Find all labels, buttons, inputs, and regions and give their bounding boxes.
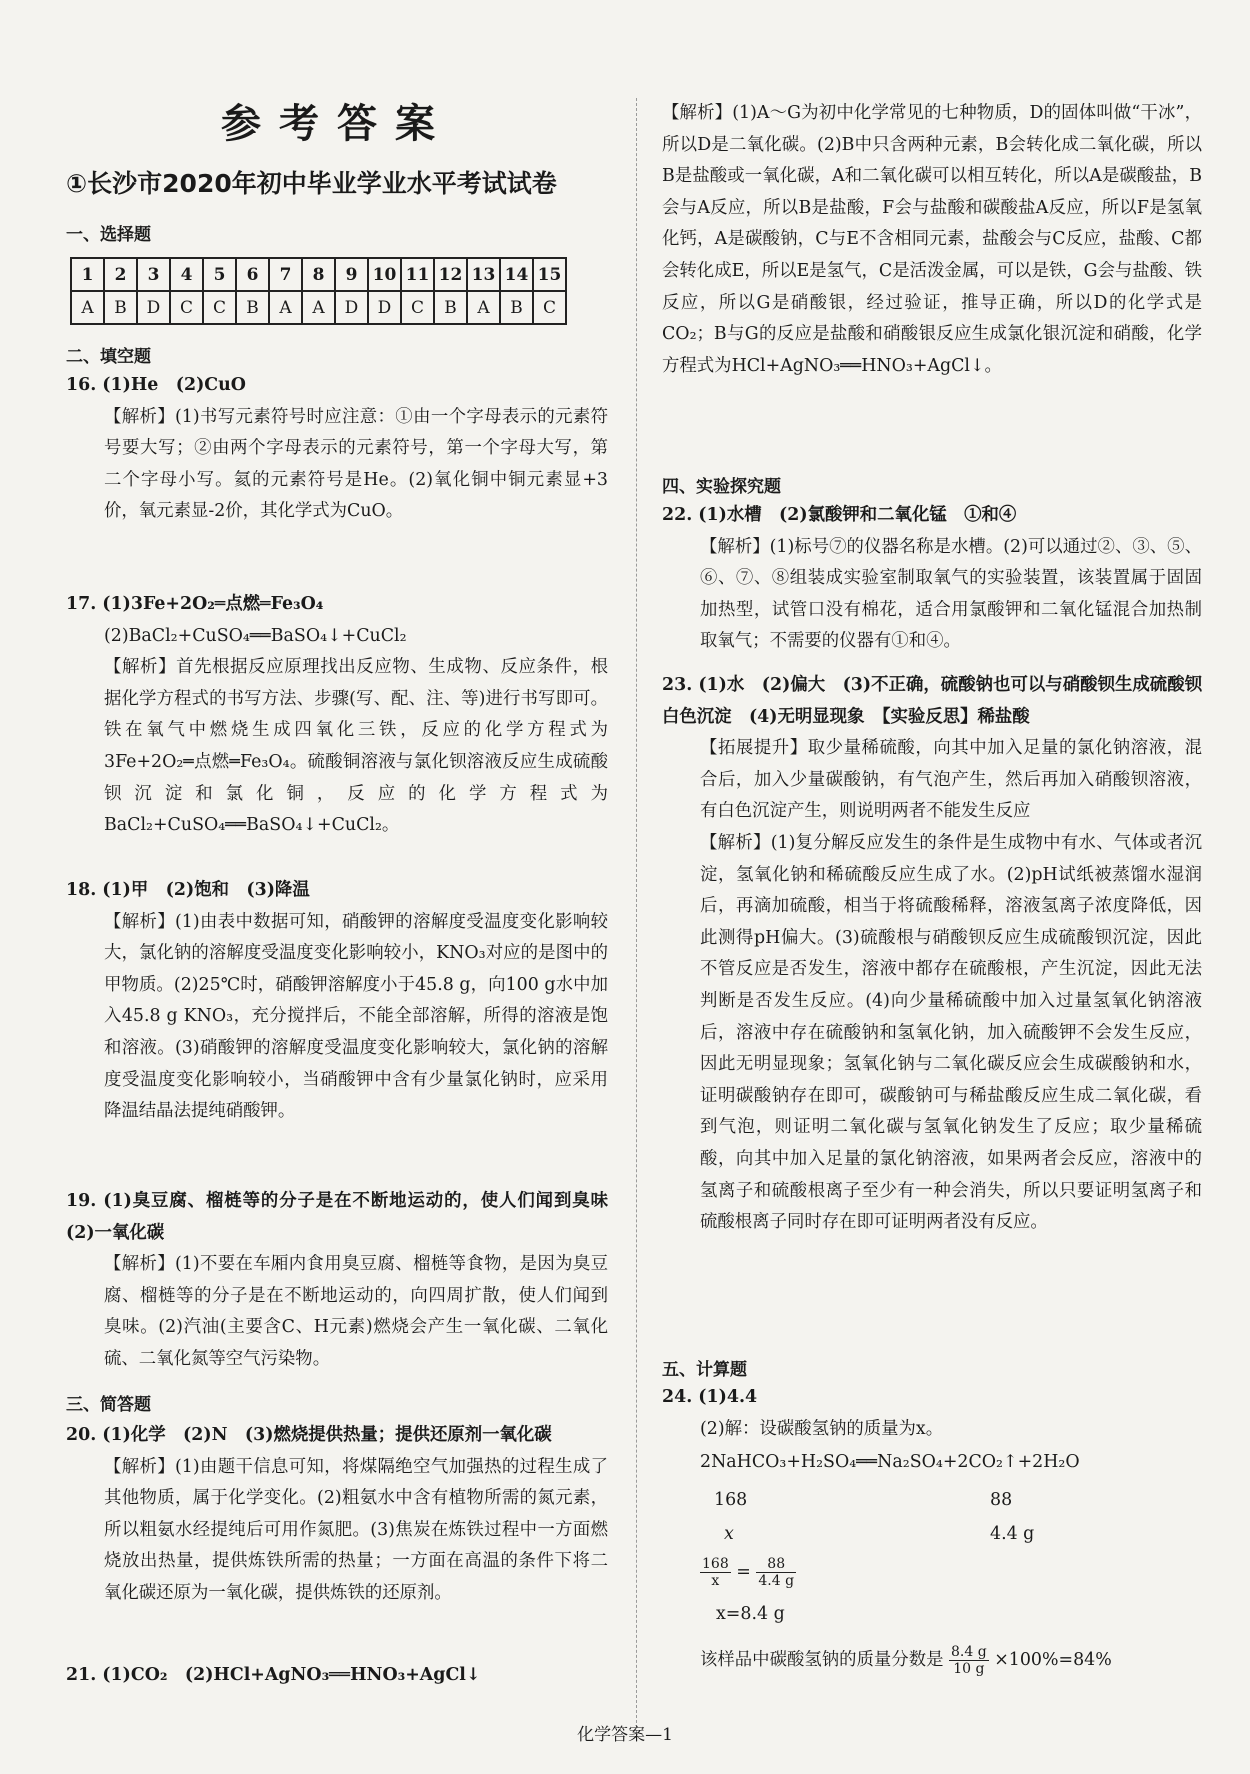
q24-proportion: [700, 1556, 796, 1589]
q23-extension: 【拓展提升】取少量稀硫酸，向其中加入足量的氯化钠溶液，混合后，加入少量碳酸钠，有气泡产生，然后再加入硝酸钡溶液，有白色沉淀产生，则说明两者不能发生反应: [700, 738, 1202, 822]
section-heading-calc: 五、计算题: [662, 1360, 747, 1380]
q24-answer-1: 24. (1)4.4: [662, 1387, 758, 1407]
q24-mass-168: 168: [714, 1490, 748, 1510]
q20-analysis: 【解析】(1)由题干信息可知，将煤隔绝空气加强热的过程生成了其他物质，属于化学变化。(2)粗氨水中含有植物所需的氮元素，所以粗氨水经提纯后可用作氮肥。(3)焦炭在炼铁过程中一方面燃烧放出热量，提供炼铁所需的热量；一方面在高温的条件下将二氧化碳还原为一氧化碳，提供炼铁的还原剂。: [104, 1456, 608, 1603]
q24-answer-2: (2)解：设碳酸氢钠的质量为x。: [700, 1418, 944, 1439]
equals-sign: =: [736, 1562, 751, 1582]
section-heading-experiment: 四、实验探究题: [662, 477, 781, 497]
q16-block: [66, 370, 608, 528]
q24-x-result: x=8.4 g: [716, 1604, 785, 1624]
table-cell: 3: [137, 258, 170, 291]
table-cell: C: [401, 291, 434, 324]
q23-analysis: 【解析】(1)复分解反应发生的条件是生成物中有水、气体或者沉淀，氢氧化钠和稀硫酸反应生成了水。(2)pH试纸被蒸馏水湿润后，再滴加硫酸，相当于将硫酸稀释，溶液氢离子浓度降低，因此测得pH偏大。(3)硫酸根与硝酸钡反应生成硫酸钡沉淀，因此不管反应是否发生，溶液中都存在硫酸根，产生沉淀，因此无法判断是否发生反应。(4)向少量稀硫酸中加入过量氢氧化钠溶液后，溶液中存在硫酸钠和氢氧化钠，加入硫酸钾不会发生反应，因此无明显现象；氢氧化钠与二氧化碳反应会生成碳酸钠和水，证明碳酸钠存在即可，碳酸钠可与稀盐酸反应生成二氧化碳，看到气泡，则证明二氧化碳与氢氧化钠发生了反应；取少量稀硫酸，向其中加入足量的氯化钠溶液，如果两者会反应，溶液中的氢离子和硫酸根离子至少有一种会消失，所以只要证明氢离子和硫酸根离子同时存在即可证明两者没有反应。: [700, 832, 1202, 1233]
q18-block: [66, 875, 608, 1128]
q24-conclusion: [700, 1644, 1112, 1677]
fraction: [949, 1644, 989, 1677]
q24-block: [662, 1382, 1202, 1445]
section-heading-choice: 一、选择题: [66, 225, 151, 245]
q21-analysis: 【解析】(1)A～G为初中化学常见的七种物质，D的固体叫做“干冰”，所以D是二氧化碳。(2)B中只含两种元素，B会转化成二氧化碳，所以B是盐酸或一氧化碳，A和二氧化碳可以相互转化，所以A是碳酸盐，B会与A反应，所以B是盐酸，F会与盐酸和碳酸盐A反应，所以F是氢氧化钙，A是碳酸钠，C与E不含相同元素，盐酸会与C反应，盐酸、C都会转化成E，所以E是氢气，C是活泼金属，可以是铁，G会与盐酸、铁反应，所以G是硝酸银，经过验证，推导正确，所以D的化学式是CO₂；B与G的反应是盐酸和硝酸银反应生成氯化银沉淀和硝酸，化学方程式为HCl+AgNO₃══HNO₃+AgCl↓。: [662, 103, 1202, 376]
conclusion-text: 该样品中碳酸氢钠的质量分数是: [700, 1650, 944, 1670]
q22-block: [662, 500, 1202, 658]
q21-answer: 21. (1)CO₂ (2)HCl+AgNO₃══HNO₃+AgCl↓: [66, 1665, 481, 1685]
table-cell: C: [170, 291, 203, 324]
q21-analysis-block: [662, 98, 1202, 382]
fraction-denominator: 4.4 g: [758, 1573, 795, 1589]
table-cell: D: [335, 291, 368, 324]
q18-analysis: 【解析】(1)由表中数据可知，硝酸钾的溶解度受温度变化影响较大，氯化钠的溶解度受温度变化影响较小，KNO₃对应的是图中的甲物质。(2)25℃时，硝酸钾溶解度小于45.8 g，向100 g水中加入45.8 g KNO₃，充分搅拌后，不能全部溶解，所得的溶液是饱和溶液。(3)硝酸钾的溶解度受温度变化影响较大，氯化钠的溶解度受温度变化影响较小，当硝酸钾中含有少量氯化钠时，应采用降温结晶法提纯硝酸钾。: [104, 911, 608, 1122]
q19-block: [66, 1186, 626, 1376]
table-cell: 1: [71, 258, 104, 291]
q19-answer: 19. (1)臭豆腐、榴梿等的分子是在不断地运动的，使人们闻到臭味 (2)一氧化碳: [66, 1191, 626, 1243]
table-cell: B: [236, 291, 269, 324]
q19-analysis: 【解析】(1)不要在车厢内食用臭豆腐、榴梿等食物，是因为臭豆腐、榴梿等的分子是在不断地运动的，向四周扩散，使人们闻到臭味。(2)汽油(主要含C、H元素)燃烧会产生一氧化碳、二氧化硫、二氧化氮等空气污染物。: [104, 1254, 608, 1369]
table-cell: D: [368, 291, 401, 324]
table-cell: C: [533, 291, 566, 324]
q20-block: [66, 1420, 608, 1610]
q17-answer-1: 17. (1)3Fe+2O₂═点燃═Fe₃O₄: [66, 594, 324, 614]
page-footer: 化学答案—1: [577, 1725, 673, 1745]
fraction-denominator: 10 g: [953, 1661, 985, 1677]
table-cell: 13: [467, 258, 500, 291]
section-heading-short: 三、简答题: [66, 1395, 151, 1415]
q21-answer-block: [66, 1660, 608, 1692]
table-cell: B: [500, 291, 533, 324]
table-cell: C: [203, 291, 236, 324]
fraction: [700, 1556, 731, 1589]
q17-analysis: 【解析】首先根据反应原理找出反应物、生成物、反应条件，根据化学方程式的书写方法、步骤(写、配、注、等)进行书写即可。铁在氧气中燃烧生成四氧化三铁，反应的化学方程式为3Fe+2O₂═点燃═Fe₃O₄。硫酸铜溶液与氯化钡溶液反应生成硫酸钡沉淀和氯化铜，反应的化学方程式为BaCl₂+CuSO₄══BaSO₄↓+CuCl₂。: [104, 657, 608, 836]
answer-table: [70, 257, 567, 325]
table-cell: 8: [302, 258, 335, 291]
q24-mass-44: 4.4 g: [990, 1524, 1035, 1544]
table-cell: 12: [434, 258, 467, 291]
table-cell: 2: [104, 258, 137, 291]
table-cell: 11: [401, 258, 434, 291]
paper-title: ①长沙市2020年初中毕业学业水平考试试卷: [66, 169, 557, 198]
table-cell: 9: [335, 258, 368, 291]
table-cell: A: [467, 291, 500, 324]
table-row-answers: [71, 291, 566, 324]
q16-answer: 16. (1)He (2)CuO: [66, 375, 246, 395]
fraction-numerator: 88: [756, 1556, 796, 1573]
q20-answer: 20. (1)化学 (2)N (3)燃烧提供热量；提供还原剂一氧化碳: [66, 1425, 552, 1445]
q16-analysis: 【解析】(1)书写元素符号时应注意：①由一个字母表示的元素符号要大写；②由两个字母表示的元素符号，第一个字母大写，第二个字母小写。氦的元素符号是He。(2)氧化铜中铜元素显+3价，氧元素显-2价，其化学式为CuO。: [104, 406, 608, 522]
q24-equation: 2NaHCO₃+H₂SO₄══Na₂SO₄+2CO₂↑+2H₂O: [700, 1452, 1080, 1472]
fraction-denominator: x: [711, 1573, 720, 1589]
table-cell: A: [269, 291, 302, 324]
table-row-numbers: [71, 258, 566, 291]
page-title: 参考答案: [221, 100, 453, 147]
fraction-numerator: 168: [702, 1556, 729, 1572]
fraction: [756, 1556, 796, 1589]
q22-answer: 22. (1)水槽 (2)氯酸钾和二氧化锰 ①和④: [662, 505, 1017, 525]
fraction-numerator: 8.4 g: [951, 1644, 987, 1660]
q18-answer: 18. (1)甲 (2)饱和 (3)降温: [66, 880, 310, 900]
q17-answer-2: (2)BaCl₂+CuSO₄══BaSO₄↓+CuCl₂: [104, 625, 407, 646]
table-cell: 7: [269, 258, 302, 291]
table-cell: 5: [203, 258, 236, 291]
table-cell: B: [434, 291, 467, 324]
conclusion-result: ×100%=84%: [994, 1650, 1112, 1670]
table-cell: 6: [236, 258, 269, 291]
q24-mass-88: 88: [990, 1490, 1013, 1510]
table-cell: A: [71, 291, 104, 324]
q22-analysis: 【解析】(1)标号⑦的仪器名称是水槽。(2)可以通过②、③、⑤、⑥、⑦、⑧组装成实验室制取氧气的实验装置，该装置属于固固加热型，试管口没有棉花，适合用氯酸钾和二氧化锰混合加热制取氧气；不需要的仪器有①和④。: [700, 536, 1202, 652]
q17-block: [66, 589, 608, 842]
q23-answer: 23. (1)水 (2)偏大 (3)不正确，硫酸钠也可以与硝酸钡生成硫酸钡白色沉淀 (4)无明显现象 【实验反思】稀盐酸: [662, 675, 1202, 727]
table-cell: 14: [500, 258, 533, 291]
table-cell: 15: [533, 258, 566, 291]
table-cell: 4: [170, 258, 203, 291]
table-cell: A: [302, 291, 335, 324]
table-cell: D: [137, 291, 170, 324]
table-cell: 10: [368, 258, 401, 291]
column-divider: [636, 98, 637, 1738]
q23-block: [662, 670, 1202, 1239]
section-heading-fill: 二、填空题: [66, 347, 151, 367]
q24-mass-x: x: [724, 1524, 734, 1544]
table-cell: B: [104, 291, 137, 324]
